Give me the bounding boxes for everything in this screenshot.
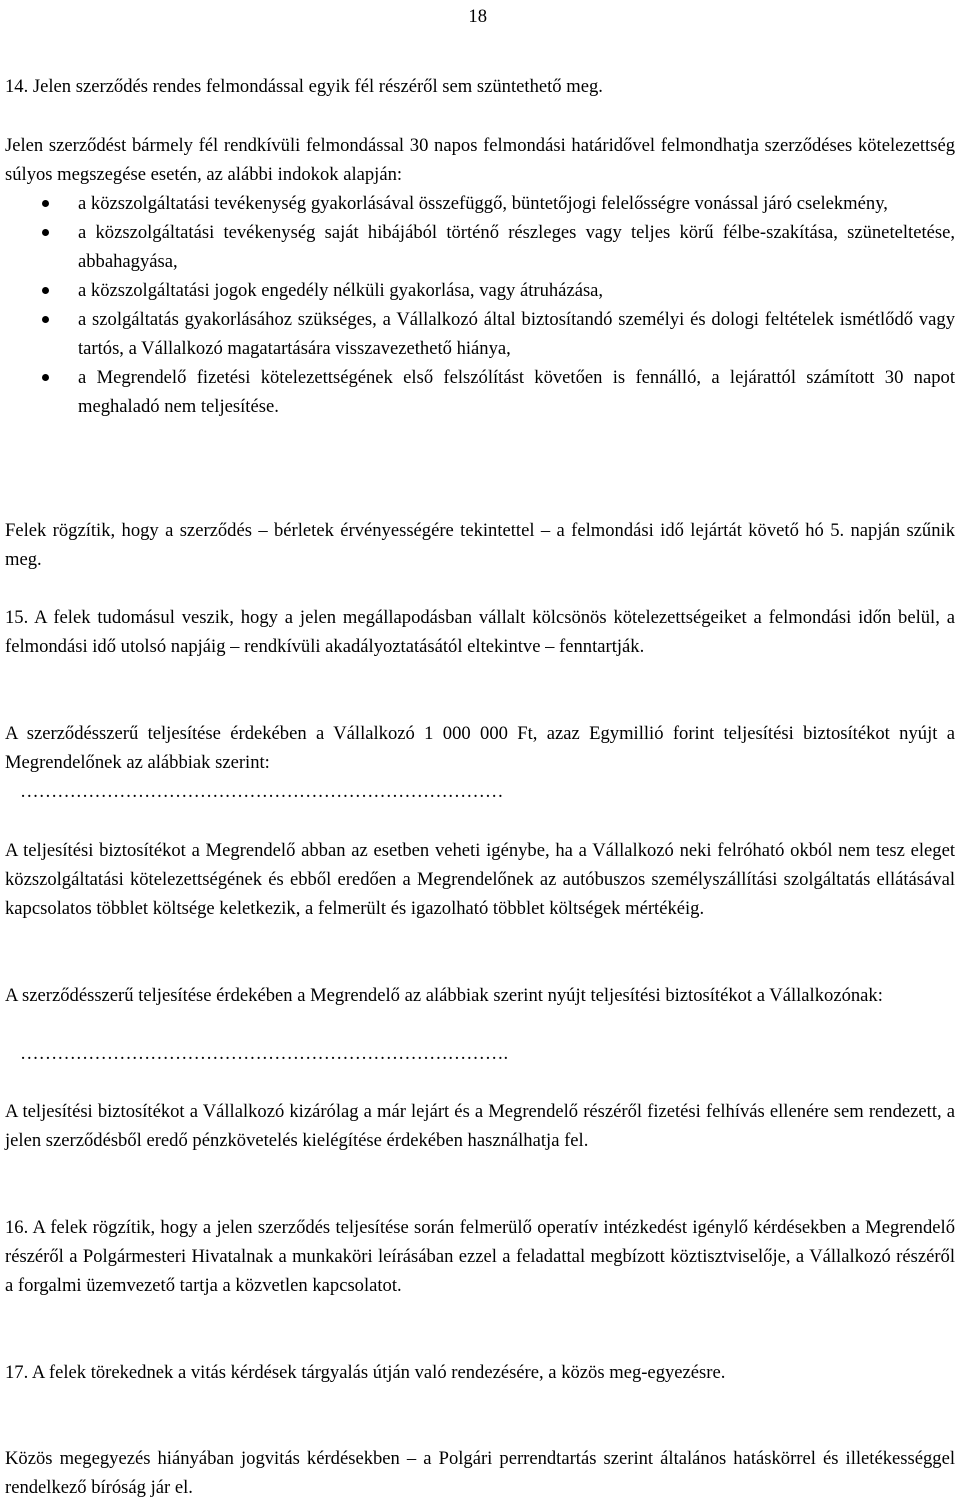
section-17: 17. A felek törekednek a vitás kérdések tárgyalás útján való rendezésére, a közös meg-egyezésre. bbox=[5, 1362, 726, 1383]
dotted-placeholder-2: ……………………………………………………………………. bbox=[20, 1043, 509, 1064]
bullet-icon bbox=[42, 316, 49, 323]
list-item: a közszolgáltatási tevékenység saját hibájából történő részleges vagy teljes körű félbe-szakítása, szüneteltetése, abbahagyása, bbox=[5, 218, 955, 276]
guarantee-client-use: A teljesítési biztosítékot a Vállalkozó kizárólag a már lejárt és a Megrendelő részéről fizetési felhívás ellenére sem rendezett, a jelen szerződésből eredő pénzkövetelés kielégítése érdekében használhatja fel. bbox=[5, 1101, 955, 1151]
bullet-icon bbox=[42, 229, 49, 236]
list-item: a közszolgáltatási jogok engedély nélküli gyakorlása, vagy átruházása, bbox=[5, 276, 955, 305]
guarantee-contractor-use: A teljesítési biztosítékot a Megrendelő abban az esetben veheti igénybe, ha a Vállalkozó neki felróható okból nem tesz eleget közszolgáltatási kötelezettségének és ebből eredően a Megrendelőnek az autóbuszos személyszállítási szolgáltatás ellátásával kapcsolatos többlet költsége keletkezik, a felmerült és igazolható többlet költségek mértékéig. bbox=[5, 840, 955, 919]
lease-note: Felek rögzítik, hogy a szerződés – bérletek érvényességére tekintettel – a felmondási idő lejártát követő hó 5. napján szűnik meg. bbox=[5, 520, 955, 570]
bullet-icon bbox=[42, 200, 49, 207]
section-16: 16. A felek rögzítik, hogy a jelen szerződés teljesítése során felmerülő operatív intézkedést igénylő kérdésekben a Megrendelő részéről a Polgármesteri Hivatalnak a munkaköri leírásában ezzel a feladattal megbízott köztisztviselője, a Vállalkozó részéről a forgalmi üzemvezető tartja a közvetlen kapcsolatot. bbox=[5, 1217, 955, 1296]
guarantee-client: A szerződésszerű teljesítése érdekében a Megrendelő az alábbiak szerint nyújt teljesítési biztosítékot a Vállalkozónak: bbox=[5, 985, 883, 1006]
list-item: a szolgáltatás gyakorlásához szükséges, a Vállalkozó által biztosítandó személyi és dologi feltételek ismétlődő vagy tartós, a Vállalkozó magatartására visszavezethető hiánya, bbox=[5, 305, 955, 363]
section-14: 14. Jelen szerződés rendes felmondással egyik fél részéről sem szüntethető meg. bbox=[5, 76, 603, 97]
termination-intro: Jelen szerződést bármely fél rendkívüli felmondással 30 napos felmondási határidővel felmondhatja szerződéses kötelezettség súlyos megszegése esetén, az alábbi indokok alapján: bbox=[5, 135, 955, 185]
list-item: a Megrendelő fizetési kötelezettségének első felszólítást követően is fennálló, a lejárattól számított 30 napot meghaladó nem teljesítése. bbox=[5, 363, 955, 421]
court-clause: Közös megegyezés hiányában jogvitás kérdésekben – a Polgári perrendtartás szerint általános hatáskörrel és illetékességgel rendelkező bíróság jár el. bbox=[5, 1448, 955, 1498]
list-item: a közszolgáltatási tevékenység gyakorlásával összefüggő, büntetőjogi felelősségre vonással járó cselekmény, bbox=[5, 189, 955, 218]
bullet-icon bbox=[42, 287, 49, 294]
guarantee-contractor: A szerződésszerű teljesítése érdekében a Vállalkozó 1 000 000 Ft, azaz Egymillió forint teljesítési biztosítékot nyújt a Megrendelőnek az alábbiak szerint: bbox=[5, 723, 955, 773]
page-number: 18 bbox=[468, 6, 487, 27]
bullet-icon bbox=[42, 374, 49, 381]
dotted-placeholder-1: …………………………………………………………………… bbox=[20, 781, 504, 802]
section-15: 15. A felek tudomásul veszik, hogy a jelen megállapodásban vállalt kölcsönös kötelezettségeiket a felmondási időn belül, a felmondási idő utolsó napjáig – rendkívüli akadályoztatásától eltekintve – fenntartják. bbox=[5, 607, 955, 657]
termination-reasons-list bbox=[5, 189, 955, 421]
